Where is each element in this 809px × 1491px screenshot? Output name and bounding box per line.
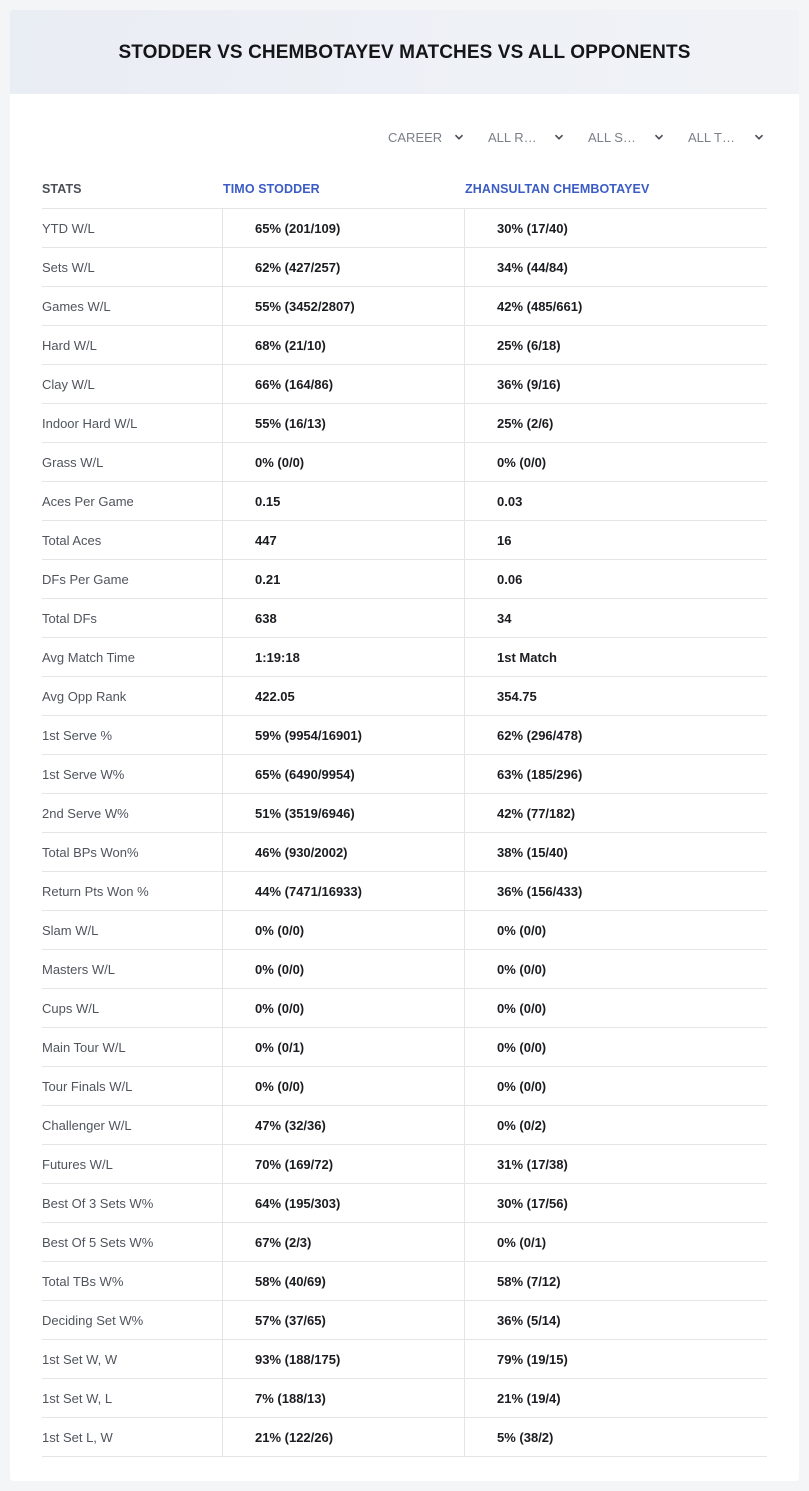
column-header-stats: STATS bbox=[42, 182, 82, 196]
filter-tournament-select[interactable] bbox=[666, 127, 766, 147]
table-row bbox=[42, 1028, 767, 1067]
player2-value: 1st Match bbox=[497, 649, 557, 665]
table-row bbox=[42, 638, 767, 677]
stat-label: Total TBs W% bbox=[42, 1262, 223, 1300]
table-row bbox=[42, 872, 767, 911]
stat-label: Main Tour W/L bbox=[42, 1028, 223, 1066]
chevron-down-icon bbox=[654, 132, 664, 142]
chevron-down-icon bbox=[454, 132, 464, 142]
table-row bbox=[42, 1301, 767, 1340]
stat-label: Slam W/L bbox=[42, 911, 223, 949]
player1-value: 62% (427/257) bbox=[223, 248, 465, 286]
stat-label: 1st Set W, L bbox=[42, 1379, 223, 1417]
filter-period-select[interactable] bbox=[366, 127, 466, 147]
player1-value: 70% (169/72) bbox=[223, 1145, 465, 1183]
player2-value: 0% (0/2) bbox=[497, 1117, 547, 1133]
player2-value: 36% (5/14) bbox=[497, 1312, 561, 1328]
player1-value: 64% (195/303) bbox=[223, 1184, 465, 1222]
player2-link[interactable]: ZHANSULTAN CHEMBOTAYEV bbox=[465, 182, 650, 196]
player2-value: 16 bbox=[497, 532, 512, 548]
table-row bbox=[42, 755, 767, 794]
table-row bbox=[42, 1106, 767, 1145]
player1-value: 0.21 bbox=[223, 560, 465, 598]
player2-value: 58% (7/12) bbox=[497, 1273, 561, 1289]
player2-value: 0% (0/0) bbox=[497, 1000, 547, 1016]
player2-value: 21% (19/4) bbox=[497, 1390, 561, 1406]
table-row bbox=[42, 1223, 767, 1262]
table-row bbox=[42, 1262, 767, 1301]
player1-value: 55% (3452/2807) bbox=[223, 287, 465, 325]
stats-table bbox=[42, 208, 767, 1457]
player2-value: 42% (77/182) bbox=[497, 805, 576, 821]
stat-label: Aces Per Game bbox=[42, 482, 223, 520]
stat-label: Return Pts Won % bbox=[42, 872, 223, 910]
player2-value: 0.06 bbox=[497, 571, 523, 587]
player2-value: 0% (0/0) bbox=[497, 961, 547, 977]
stat-label: Games W/L bbox=[42, 287, 223, 325]
stat-label: Challenger W/L bbox=[42, 1106, 223, 1144]
player1-value: 422.05 bbox=[223, 677, 465, 715]
stat-label: 1st Set L, W bbox=[42, 1418, 223, 1456]
player1-value: 58% (40/69) bbox=[223, 1262, 465, 1300]
stat-label: DFs Per Game bbox=[42, 560, 223, 598]
table-row bbox=[42, 482, 767, 521]
player1-value: 0.15 bbox=[223, 482, 465, 520]
player2-value: 34% (44/84) bbox=[497, 259, 568, 275]
table-row bbox=[42, 560, 767, 599]
filter-label: ALL S… bbox=[588, 129, 636, 145]
player1-value: 0% (0/0) bbox=[223, 911, 465, 949]
player2-value: 0% (0/0) bbox=[497, 922, 547, 938]
table-row bbox=[42, 716, 767, 755]
player1-value: 65% (201/109) bbox=[223, 209, 465, 247]
stat-label: Total DFs bbox=[42, 599, 223, 637]
table-row bbox=[42, 521, 767, 560]
player1-value: 65% (6490/9954) bbox=[223, 755, 465, 793]
table-row bbox=[42, 1340, 767, 1379]
table-row bbox=[42, 1184, 767, 1223]
player2-value: 30% (17/56) bbox=[497, 1195, 568, 1211]
player2-value: 0% (0/1) bbox=[497, 1234, 547, 1250]
player1-value: 0% (0/0) bbox=[223, 1067, 465, 1105]
player2-value: 0% (0/0) bbox=[497, 454, 547, 470]
stat-label: Tour Finals W/L bbox=[42, 1067, 223, 1105]
table-row bbox=[42, 794, 767, 833]
player2-value: 5% (38/2) bbox=[497, 1429, 554, 1445]
table-row bbox=[42, 1067, 767, 1106]
filter-label: ALL T… bbox=[688, 129, 735, 145]
player2-value: 42% (485/661) bbox=[497, 298, 583, 314]
player1-value: 638 bbox=[223, 599, 465, 637]
table-row bbox=[42, 326, 767, 365]
stat-label: Best Of 3 Sets W% bbox=[42, 1184, 223, 1222]
filter-bar bbox=[366, 127, 766, 147]
stats-card bbox=[10, 10, 799, 1481]
stat-label: Total BPs Won% bbox=[42, 833, 223, 871]
player1-value: 7% (188/13) bbox=[223, 1379, 465, 1417]
table-row bbox=[42, 950, 767, 989]
stat-label: Futures W/L bbox=[42, 1145, 223, 1183]
player2-value: 31% (17/38) bbox=[497, 1156, 568, 1172]
player2-value: 62% (296/478) bbox=[497, 727, 583, 743]
player1-value: 57% (37/65) bbox=[223, 1301, 465, 1339]
filter-label: ALL R… bbox=[488, 129, 537, 145]
player1-value: 44% (7471/16933) bbox=[223, 872, 465, 910]
stat-label: 2nd Serve W% bbox=[42, 794, 223, 832]
player2-value: 34 bbox=[497, 610, 512, 626]
stat-label: 1st Set W, W bbox=[42, 1340, 223, 1378]
table-row bbox=[42, 1145, 767, 1184]
filter-surface-select[interactable] bbox=[566, 127, 666, 147]
player1-value: 0% (0/0) bbox=[223, 443, 465, 481]
page-title: STODDER VS CHEMBOTAYEV MATCHES VS ALL OPPONENTS bbox=[118, 42, 691, 63]
table-row bbox=[42, 209, 767, 248]
stat-label: 1st Serve W% bbox=[42, 755, 223, 793]
chevron-down-icon bbox=[754, 132, 764, 142]
player1-value: 67% (2/3) bbox=[223, 1223, 465, 1261]
table-row bbox=[42, 989, 767, 1028]
player1-link[interactable]: TIMO STODDER bbox=[223, 182, 320, 196]
player1-value: 66% (164/86) bbox=[223, 365, 465, 403]
player1-value: 46% (930/2002) bbox=[223, 833, 465, 871]
stat-label: Total Aces bbox=[42, 521, 223, 559]
player1-value: 47% (32/36) bbox=[223, 1106, 465, 1144]
player1-value: 1:19:18 bbox=[223, 638, 465, 676]
table-row bbox=[42, 404, 767, 443]
stat-label: Avg Match Time bbox=[42, 638, 223, 676]
player1-value: 0% (0/0) bbox=[223, 989, 465, 1027]
table-row bbox=[42, 287, 767, 326]
player2-value: 25% (6/18) bbox=[497, 337, 561, 353]
player2-value: 63% (185/296) bbox=[497, 766, 583, 782]
stat-label: 1st Serve % bbox=[42, 716, 223, 754]
player1-value: 55% (16/13) bbox=[223, 404, 465, 442]
chevron-down-icon bbox=[554, 132, 564, 142]
player2-value: 38% (15/40) bbox=[497, 844, 568, 860]
filter-round-select[interactable] bbox=[466, 127, 566, 147]
player1-value: 0% (0/1) bbox=[223, 1028, 465, 1066]
table-row bbox=[42, 443, 767, 482]
stat-label: YTD W/L bbox=[42, 209, 223, 247]
table-row bbox=[42, 911, 767, 950]
player2-value: 36% (156/433) bbox=[497, 883, 583, 899]
table-row bbox=[42, 599, 767, 638]
stat-label: Indoor Hard W/L bbox=[42, 404, 223, 442]
table-row bbox=[42, 248, 767, 287]
table-row bbox=[42, 677, 767, 716]
player1-value: 51% (3519/6946) bbox=[223, 794, 465, 832]
player1-value: 0% (0/0) bbox=[223, 950, 465, 988]
player2-value: 354.75 bbox=[497, 688, 537, 704]
player2-value: 0.03 bbox=[497, 493, 523, 509]
stat-label: Masters W/L bbox=[42, 950, 223, 988]
table-row bbox=[42, 1418, 767, 1457]
player1-value: 68% (21/10) bbox=[223, 326, 465, 364]
player2-value: 0% (0/0) bbox=[497, 1078, 547, 1094]
player1-value: 21% (122/26) bbox=[223, 1418, 465, 1456]
card-header bbox=[10, 10, 799, 94]
table-row bbox=[42, 1379, 767, 1418]
player1-value: 93% (188/175) bbox=[223, 1340, 465, 1378]
stat-label: Hard W/L bbox=[42, 326, 223, 364]
player2-value: 79% (19/15) bbox=[497, 1351, 568, 1367]
table-row bbox=[42, 365, 767, 404]
stat-label: Sets W/L bbox=[42, 248, 223, 286]
player1-value: 447 bbox=[223, 521, 465, 559]
filter-label: CAREER bbox=[388, 129, 443, 145]
player1-value: 59% (9954/16901) bbox=[223, 716, 465, 754]
table-header bbox=[42, 170, 767, 208]
stat-label: Deciding Set W% bbox=[42, 1301, 223, 1339]
stat-label: Best Of 5 Sets W% bbox=[42, 1223, 223, 1261]
stat-label: Grass W/L bbox=[42, 443, 223, 481]
player2-value: 25% (2/6) bbox=[497, 415, 554, 431]
player2-value: 30% (17/40) bbox=[497, 220, 568, 236]
table-row bbox=[42, 833, 767, 872]
stat-label: Clay W/L bbox=[42, 365, 223, 403]
stat-label: Avg Opp Rank bbox=[42, 677, 223, 715]
player2-value: 36% (9/16) bbox=[497, 376, 561, 392]
stat-label: Cups W/L bbox=[42, 989, 223, 1027]
player2-value: 0% (0/0) bbox=[497, 1039, 547, 1055]
